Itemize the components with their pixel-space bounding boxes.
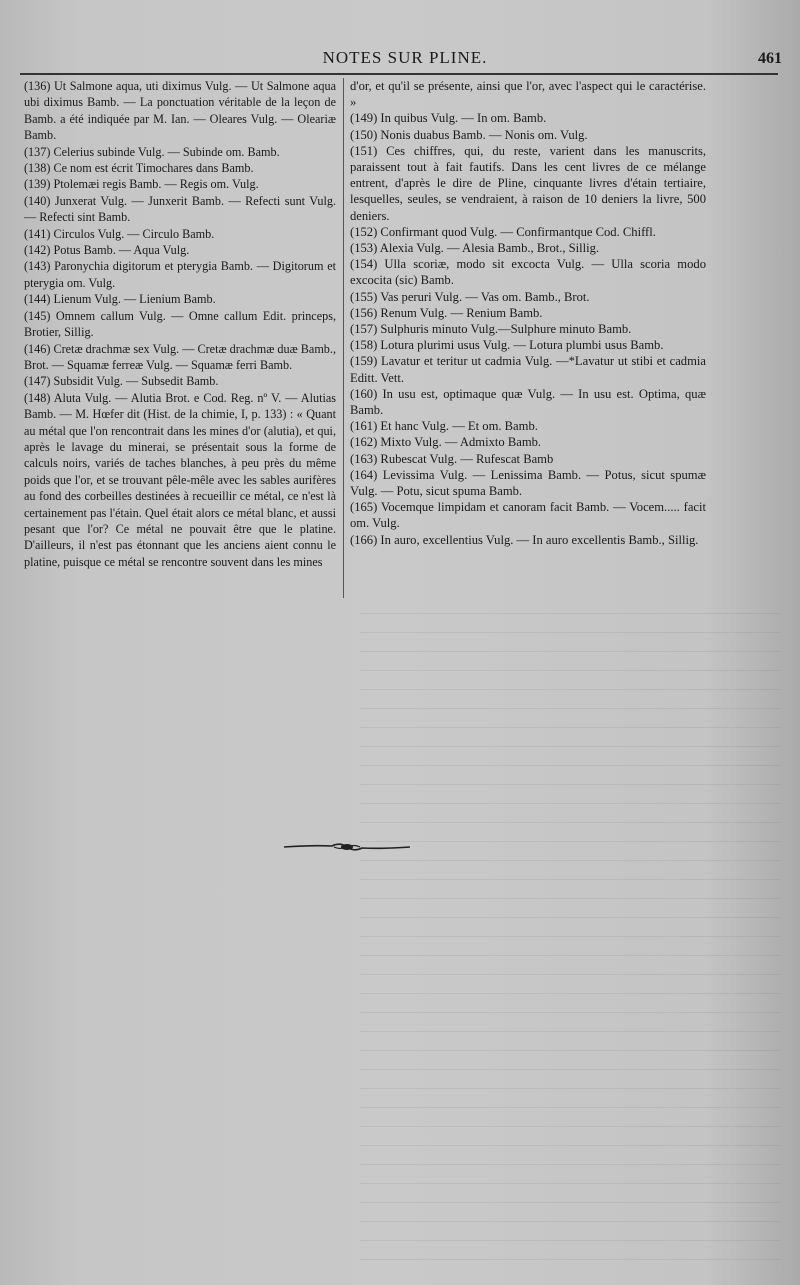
page-number: 461: [758, 50, 782, 67]
note-138: (138) Ce nom est écrit Timochares dans Bamb.: [24, 161, 254, 176]
note-140: (140) Junxerat Vulg. — Junxerit Bamb. — Refecti sunt Vulg. — Refecti sint Bamb.: [24, 193, 336, 225]
page-header: [20, 48, 790, 72]
note-148-continued: d'or, et qu'il se présente, ainsi que l'or, avec l'aspect qui le caractérise. »: [350, 79, 706, 110]
column-divider: [343, 78, 344, 598]
note-149: (149) In quibus Vulg. — In om. Bamb.: [350, 111, 547, 126]
note-161: (161) Et hanc Vulg. — Et om. Bamb.: [350, 419, 538, 434]
note-158: (158) Lotura plurimi usus Vulg. — Lotura plumbi usus Bamb.: [350, 338, 664, 353]
note-154: (154) Ulla scoriæ, modo sit excocta Vulg. — Ulla scoria modo excocita (sic) Bamb.: [350, 257, 706, 288]
note-166: (166) In auro, excellentius Vulg. — In auro excellentis Bamb., Sillig.: [350, 532, 699, 547]
note-145: (145) Omnem callum Vulg. — Omne callum Edit. princeps, Brotier, Sillig.: [24, 308, 336, 340]
note-147: (147) Subsidit Vulg. — Subsedit Bamb.: [24, 374, 219, 389]
running-head: NOTES SUR PLINE.: [322, 48, 488, 67]
note-144: (144) Lienum Vulg. — Lienium Bamb.: [24, 292, 216, 307]
note-143: (143) Paronychia digitorum et pterygia Bamb. — Digitorum et pterygia om. Vulg.: [24, 259, 336, 290]
note-141: (141) Circulos Vulg. — Circulo Bamb.: [24, 226, 215, 241]
note-155: (155) Vas peruri Vulg. — Vas om. Bamb., Brot.: [350, 289, 590, 304]
note-153: (153) Alexia Vulg. — Alesia Bamb., Brot., Sillig.: [350, 241, 600, 256]
note-142: (142) Potus Bamb. — Aqua Vulg.: [24, 243, 190, 258]
show-through-text: [360, 600, 780, 1260]
note-152: (152) Confirmant quod Vulg. — Confirmantque Cod. Chiffl.: [350, 224, 656, 239]
note-137: (137) Celerius subinde Vulg. — Subinde om. Bamb.: [24, 144, 280, 159]
note-165: (165) Vocemque limpidam et canoram facit Bamb. — Vocem..... facit om. Vulg.: [350, 500, 706, 531]
ornament-divider: [282, 838, 412, 856]
note-139: (139) Ptolemæi regis Bamb. — Regis om. Vulg.: [24, 177, 259, 192]
note-163: (163) Rubescat Vulg. — Rufescat Bamb: [350, 451, 554, 466]
note-150: (150) Nonis duabus Bamb. — Nonis om. Vulg.: [350, 127, 588, 142]
note-157: (157) Sulphuris minuto Vulg.—Sulphure minuto Bamb.: [350, 322, 632, 337]
note-146: (146) Cretæ drachmæ sex Vulg. — Cretæ drachmæ duæ Bamb., Brot. — Squamæ ferreæ Vulg. — Squamæ ferri Bamb.: [24, 341, 336, 372]
notes-left-column: [24, 78, 336, 570]
note-148: (148) Aluta Vulg. — Alutia Brot. e Cod. Reg. nº V. — Alutias Bamb. — M. Hœfer dit (Hist. de la chimie, I, p. 133) : « Quant au métal que l'on rencontrait dans les mines d'or (alutia), et qui, après le lavage du minerai, se présentait sous la forme de calculs noirs, variés de taches blanches, à peu près du même poids que l'or, et se trouvant pêle-mêle avec les sables aurifères au fond des corbeilles destinées à recueillir ce métal, ce n'est là certainement pas l'étain. Quel était alors ce métal blanc, et aussi pesant que l'or? Ce métal ne pouvait être que le platine. D'ailleurs, il n'est pas étonnant que les anciens aient connu le platine, puisque ce métal se rencontre souvent dans les mines: [24, 390, 336, 569]
note-164: (164) Levissima Vulg. — Lenissima Bamb. — Potus, sicut spumæ Vulg. — Potu, sicut spuma Bamb.: [350, 467, 706, 499]
note-160: (160) In usu est, optimaque quæ Vulg. — In usu est. Optima, quæ Bamb.: [350, 386, 706, 418]
note-156: (156) Renum Vulg. — Renium Bamb.: [350, 305, 543, 320]
note-151: (151) Ces chiffres, qui, du reste, varient dans les manuscrits, paraissent tout à fait fautifs. Dans les cent livres de ce mélange entrent, d'après le dire de Pline, cinquante livres d'étain tertiaire, lesquelles, seules, se vendraient, à raison de 10 deniers la livre, 500 deniers.: [350, 143, 706, 223]
note-136: (136) Ut Salmone aqua, uti diximus Vulg. — Ut Salmone aqua ubi diximus Bamb. — La ponctuation véritable de la leçon de Bamb. a été indiquée par M. Ian. — Oleares Vulg. — Oleariæ Bamb.: [24, 79, 336, 143]
note-159: (159) Lavatur et teritur ut cadmia Vulg. —*Lavatur ut stibi et cadmia Editt. Vett.: [350, 354, 706, 385]
note-162: (162) Mixto Vulg. — Admixto Bamb.: [350, 435, 542, 450]
notes-right-column: [350, 78, 706, 548]
header-rule: [20, 73, 778, 75]
